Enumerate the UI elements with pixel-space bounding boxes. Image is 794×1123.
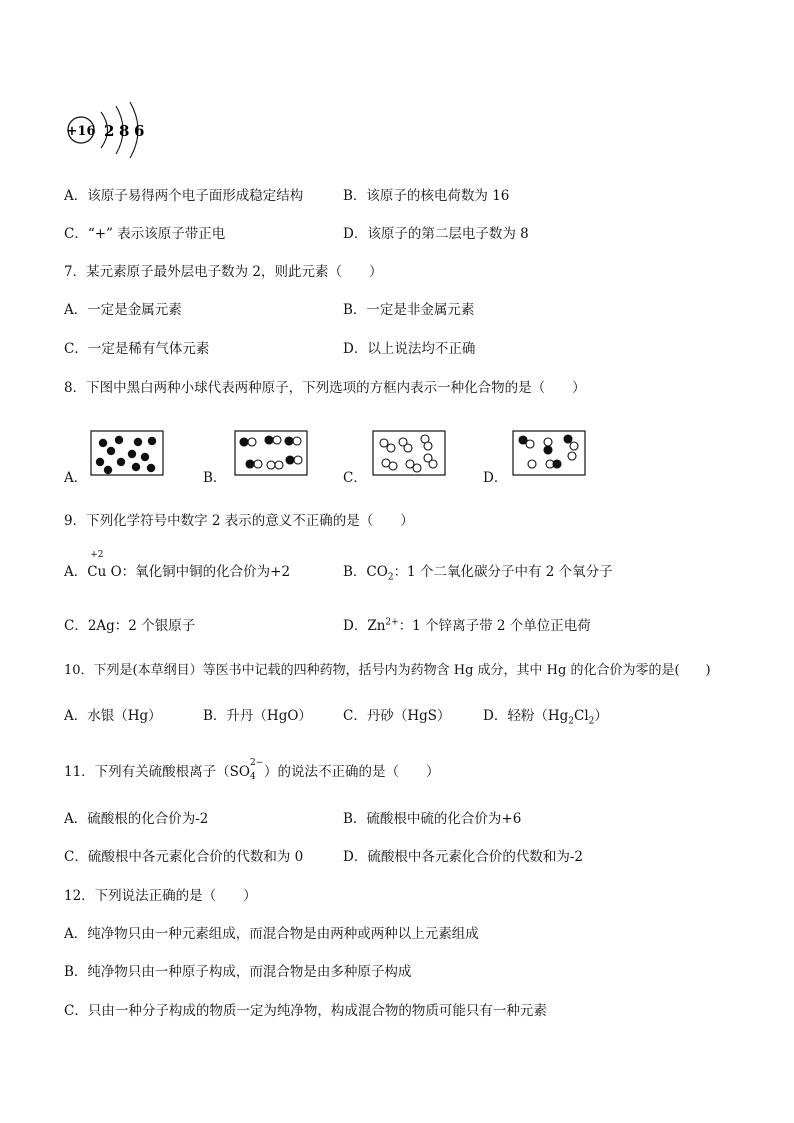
q12-option-c: C．只由一种分子构成的物质一定为纯净物，构成混合物的物质可能只有一种元素 — [64, 1003, 547, 1019]
q9-option-b-formula: CO — [366, 564, 388, 580]
q9-option-a — [64, 550, 291, 582]
q9-option-a-formula-wrap — [87, 550, 122, 582]
q11-option-a: A．硫酸根的化合价为-2 — [64, 811, 209, 827]
q8-label-a: A． — [64, 470, 88, 486]
atom-structure-diagram — [64, 100, 154, 162]
q10-option-c: C．丹砂（HgS） — [343, 708, 451, 724]
q8-box-a — [90, 430, 166, 478]
q9-option-b-sub: 2 — [387, 572, 394, 583]
q11-ion-sup: 2− — [250, 757, 264, 768]
q9-option-d-sup: 2+ — [385, 617, 399, 628]
q10-option-b: B．升丹（HgO） — [203, 708, 312, 724]
q12-option-b: B．纯净物只由一种原子构成，而混合物是由多种原子构成 — [64, 964, 412, 980]
q9-option-c: C．2Ag：2 个银原子 — [64, 618, 196, 634]
q12-stem: 12．下列说法正确的是（ ） — [64, 888, 257, 904]
nucleus-charge: +16 — [66, 124, 96, 139]
q10-option-d-prefix: D．轻粉（Hg — [483, 708, 569, 724]
q10-option-d-suffix: ） — [594, 708, 608, 724]
q6-option-d: D．该原子的第二层电子数为 8 — [343, 226, 529, 242]
q11-option-d: D．硫酸根中各元素化合价的代数和为-2 — [343, 849, 583, 865]
q9-option-a-valence: +2 — [90, 550, 104, 560]
q8-box-c — [372, 430, 448, 478]
q8-box-b — [234, 430, 310, 478]
q11-option-c: C．硫酸根中各元素化合价的代数和为 0 — [64, 849, 304, 865]
shell-count-1: 2 — [104, 122, 115, 140]
q6-option-c: C．“+” 表示该原子带正电 — [64, 226, 226, 242]
q10-option-a: A．水银（Hg） — [64, 708, 162, 724]
q10-option-d — [483, 706, 608, 726]
q9-option-d-prefix: D． — [343, 618, 368, 634]
q7-stem: 7．某元素原子最外层电子数为 2，则此元素（ ） — [64, 264, 383, 280]
q10-option-d-sub1: 2 — [568, 716, 574, 727]
q10-option-d-mid: Cl — [573, 708, 589, 724]
shell-count-3: 6 — [134, 122, 145, 140]
shell-count-2: 8 — [119, 122, 130, 140]
q9-option-d-formula: Zn — [367, 618, 386, 634]
q11-stem-suffix: ）的说法不正确的是（ ） — [264, 764, 440, 780]
q9-option-b — [343, 562, 613, 582]
q7-option-a: A．一定是金属元素 — [64, 302, 182, 318]
q8-stem: 8．下图中黑白两种小球代表两种原子，下列选项的方框内表示一种化合物的是（ ） — [64, 380, 586, 396]
q9-option-b-prefix: B． — [343, 564, 367, 580]
q7-option-b: B．一定是非金属元素 — [343, 302, 475, 318]
q7-option-c: C．一定是稀有气体元素 — [64, 341, 210, 357]
q11-stem — [64, 757, 440, 782]
q12-option-a: A．纯净物只由一种元素组成，而混合物是由两种或两种以上元素组成 — [64, 926, 479, 942]
q9-option-d-text: ：1 个锌离子带 2 个单位正电荷 — [398, 618, 591, 634]
q6-option-b: B．该原子的核电荷数为 16 — [343, 188, 510, 204]
q6-option-a: A．该原子易得两个电子面形成稳定结构 — [64, 188, 304, 204]
q10-option-d-sub2: 2 — [588, 716, 595, 727]
q8-label-c: C． — [343, 470, 367, 486]
q8-label-b: B． — [203, 470, 227, 486]
q9-option-b-text: ：1 个二氧化碳分子中有 2 个氧分子 — [393, 564, 613, 580]
q9-option-a-prefix: A． — [64, 564, 88, 580]
q8-box-d — [512, 430, 588, 478]
q9-stem: 9．下列化学符号中数字 2 表示的意义不正确的是（ ） — [64, 513, 414, 529]
q11-option-b: B．硫酸根中硫的化合价为+6 — [343, 811, 522, 827]
q11-ion-charge — [250, 757, 264, 782]
q10-stem: 10．下列是(本草纲目）等医书中记载的四种药物，括号内为药物含 Hg 成分，其中 Hg 的化合价为零的是( ) — [64, 663, 711, 678]
q8-label-d: D． — [483, 470, 508, 486]
q7-option-d: D．以上说法均不正确 — [343, 341, 476, 357]
q9-option-a-text: ：氧化铜中铜的化合价为+2 — [121, 564, 291, 580]
q9-option-d — [343, 616, 591, 636]
q11-ion-sub: 4 — [250, 771, 256, 782]
q11-stem-prefix: 11．下列有关硫酸根离子（SO — [64, 764, 250, 780]
q9-option-a-formula: Cu O — [87, 564, 122, 580]
